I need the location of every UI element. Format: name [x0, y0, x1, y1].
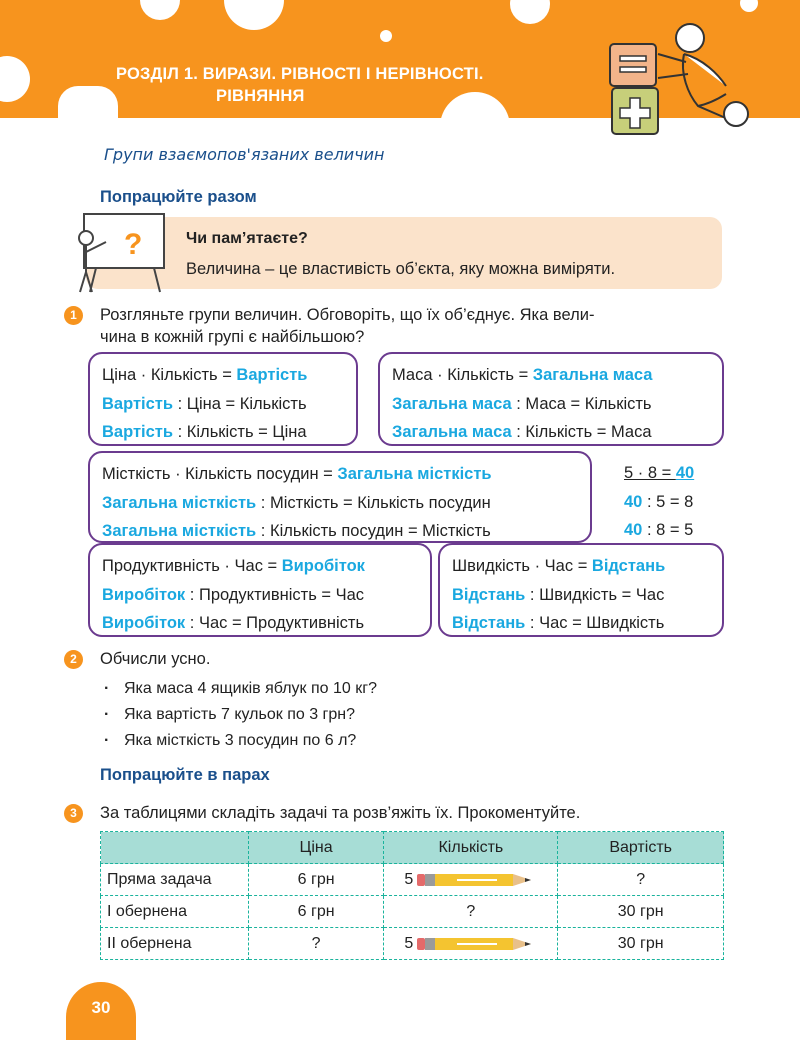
table-cell: ?: [248, 928, 384, 960]
easel-question-icon: [66, 208, 178, 294]
table-row: [101, 864, 724, 896]
table-cell: 5: [384, 928, 558, 960]
table-cell: 30 грн: [558, 928, 724, 960]
decor-bubble: [380, 30, 392, 42]
work-pairs-heading: Попрацюйте в парах: [100, 766, 270, 784]
table-row: [101, 896, 724, 928]
task-number-badge: 2: [64, 650, 83, 669]
group-price: Ціна · Кількість = Вартість Вартість : Ціна = Кількість Вартість : Кількість = Ціна: [88, 352, 358, 446]
table-cell: ?: [384, 896, 558, 928]
table-header-cell: [101, 832, 249, 864]
decor-bubble: [0, 56, 30, 102]
remember-text: Величина – це властивість об’єкта, яку можна виміряти.: [186, 260, 616, 278]
pencil-icon: [417, 873, 537, 887]
chapter-title: [116, 63, 596, 107]
remember-box: [86, 217, 722, 289]
list-item: · Яка місткість 3 посудин по 6 л?: [104, 732, 357, 749]
list-item: · Яка маса 4 ящиків яблук по 10 кг?: [104, 680, 377, 697]
decor-bubble: [224, 0, 284, 30]
table-cell: 6 грн: [248, 864, 384, 896]
table-row: [101, 928, 724, 960]
table-cell: 6 грн: [248, 896, 384, 928]
svg-text:?: ?: [124, 228, 143, 261]
table-header-cell: Кількість: [384, 832, 558, 864]
table-cell: ІІ обернена: [101, 928, 249, 960]
page-number-tab: [66, 982, 136, 1040]
table-header-row: [101, 832, 724, 864]
table-cell: Пряма задача: [101, 864, 249, 896]
task2-bullets: [104, 676, 377, 754]
task-number-badge: 1: [64, 306, 83, 325]
work-together-heading: Попрацюйте разом: [100, 188, 257, 206]
mascot-blocks-illustration: [608, 14, 768, 139]
decor-bubble: [140, 0, 180, 20]
task1-text: Розгляньте групи величин. Обговоріть, що їх об’єднує. Яка вели- чина в кожній групі є найбільшою?: [100, 306, 595, 346]
table-header-cell: Вартість: [558, 832, 724, 864]
pencil-icon: [417, 937, 537, 951]
task2-text: Обчисли усно.: [100, 650, 211, 668]
table-header-cell: Ціна: [248, 832, 384, 864]
task3-table: [100, 831, 724, 960]
header-tab: [58, 86, 118, 126]
table-cell: І обернена: [101, 896, 249, 928]
decor-bubble: [740, 0, 758, 12]
table-cell: ?: [558, 864, 724, 896]
group-capacity: Місткість · Кількість посудин = Загальна місткість Загальна місткість : Місткість = Кількість посудин Загальна місткість : Кількість посудин = Місткість: [88, 451, 592, 543]
chapter-title-line2: РІВНЯННЯ: [216, 87, 305, 105]
decor-bubble: [510, 0, 550, 24]
capacity-calculation: 5 · 8 = 40 40 : 5 = 8 40 : 8 = 5: [624, 464, 695, 539]
page-number: 30: [91, 998, 111, 1017]
table-cell: 30 грн: [558, 896, 724, 928]
table-cell: 5: [384, 864, 558, 896]
section-subtitle: Групи взаємопов'язаних величин: [104, 145, 385, 164]
group-productivity: Продуктивність · Час = Виробіток Виробіток : Продуктивність = Час Виробіток : Час = Продуктивність: [88, 543, 432, 637]
task3-text: За таблицями складіть задачі та розв’яжіть їх. Прокоментуйте.: [100, 804, 581, 822]
group-mass: Маса · Кількість = Загальна маса Загальна маса : Маса = Кількість Загальна маса : Кількість = Маса: [378, 352, 724, 446]
chapter-title-line1: РОЗДІЛ 1. ВИРАЗИ. РІВНОСТІ І НЕРІВНОСТІ.: [116, 65, 484, 83]
list-item: · Яка вартість 7 кульок по 3 грн?: [104, 706, 356, 723]
task-number-badge: 3: [64, 804, 83, 823]
remember-title: Чи пам’ятаєте?: [186, 230, 308, 247]
group-speed: Швидкість · Час = Відстань Відстань : Швидкість = Час Відстань : Час = Швидкість: [438, 543, 724, 637]
